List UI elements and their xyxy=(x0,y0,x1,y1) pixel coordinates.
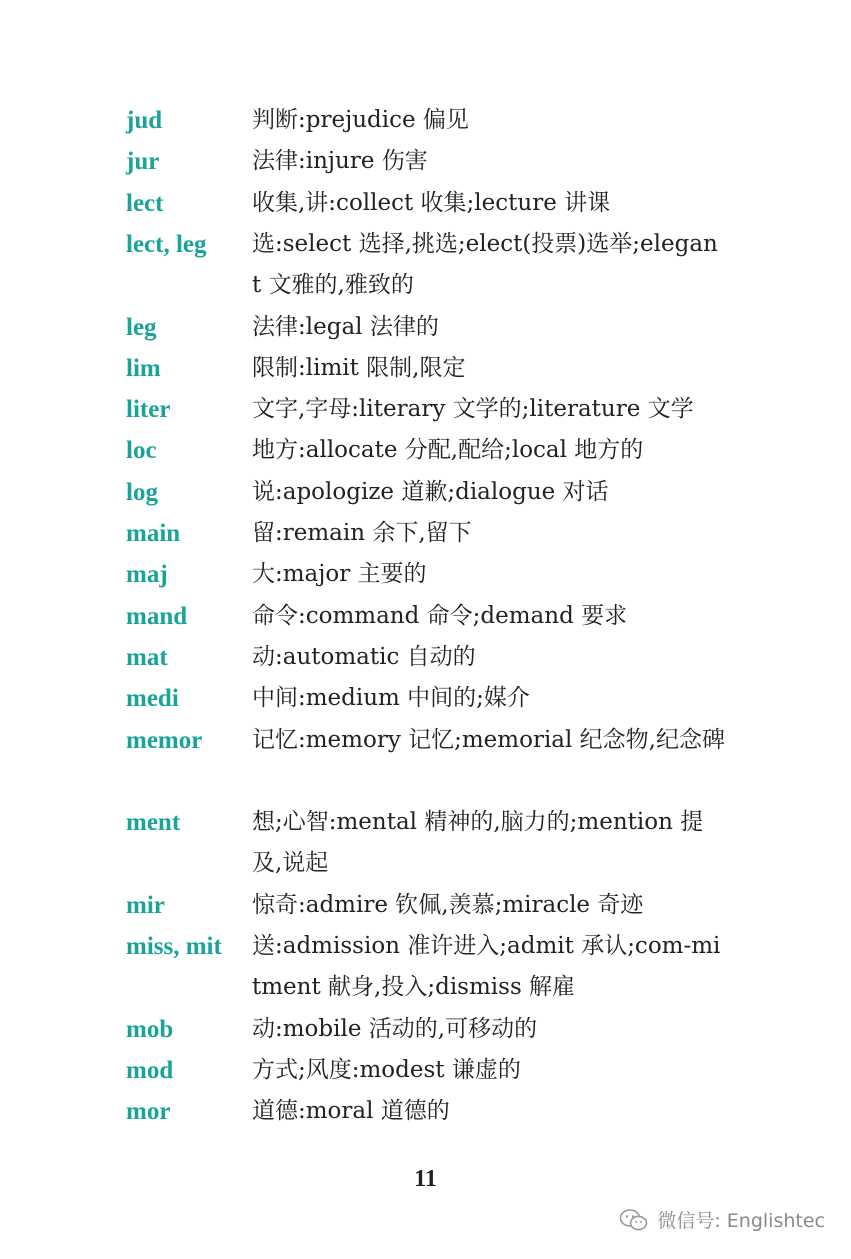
root-word: medi xyxy=(126,685,179,713)
definition: 道德:moral 道德的 xyxy=(252,1098,450,1125)
definition: 送:admission 准许进入;admit 承认;com-mitment 献身,投入;dismiss 解雇 xyxy=(252,933,721,1001)
root-word: lect, leg xyxy=(126,230,207,258)
definition: 判断:prejudice 偏见 xyxy=(252,107,469,133)
wechat-icon xyxy=(619,1208,649,1232)
definition: 选:select 选择,挑选;elect(投票)选举;elegant 文雅的,雅致的 xyxy=(252,230,718,299)
root-word: maj xyxy=(126,561,168,589)
root-word: memor xyxy=(126,726,203,754)
root-word: mor xyxy=(126,1098,171,1126)
root-word: mir xyxy=(126,891,165,919)
root-word: lim xyxy=(126,354,161,382)
definition: 中间:medium 中间的;媒介 xyxy=(252,685,530,712)
definition: 惊奇:admire 钦佩,羡慕;miracle 奇迹 xyxy=(252,891,644,918)
definition: 地方:allocate 分配,配给;local 地方的 xyxy=(252,437,644,464)
root-word: mob xyxy=(126,1015,174,1043)
definition: 想;心智:mental 精神的,脑力的;mention 提及,说起 xyxy=(252,809,704,877)
definition: 法律:legal 法律的 xyxy=(252,313,439,340)
root-word: mand xyxy=(126,602,188,630)
definition: 命令:command 命令;demand 要求 xyxy=(252,602,628,629)
page-number: 11 xyxy=(414,1166,437,1192)
definition: 收集,讲:collect 收集;lecture 讲课 xyxy=(252,189,611,216)
root-word: mod xyxy=(126,1056,174,1084)
definition: 动:mobile 活动的,可移动的 xyxy=(252,1015,538,1042)
definition: 方式;风度:modest 谦虚的 xyxy=(252,1056,521,1083)
definition: 动:automatic 自动的 xyxy=(252,643,476,670)
root-word: lect xyxy=(126,189,164,217)
watermark xyxy=(619,1206,825,1233)
definition: 说:apologize 道歉;dialogue 对话 xyxy=(252,478,609,505)
root-word: leg xyxy=(126,313,157,341)
definition: 记忆:memory 记忆;memorial 纪念物,纪念碑 xyxy=(252,726,725,753)
definition: 大:major 主要的 xyxy=(252,561,427,588)
root-word: main xyxy=(126,520,181,547)
root-word: liter xyxy=(126,396,171,424)
root-word: loc xyxy=(126,437,157,465)
root-word: jud xyxy=(126,107,163,134)
definition: 文字,字母:literary 文学的;literature 文学 xyxy=(252,396,694,423)
root-word: miss, mit xyxy=(126,933,222,960)
watermark-text: 微信号: Englishtec xyxy=(657,1210,825,1232)
root-word: jur xyxy=(126,148,160,176)
root-word: log xyxy=(126,478,158,506)
definition: 限制:limit 限制,限定 xyxy=(252,354,466,381)
root-word: ment xyxy=(126,809,181,837)
definition: 法律:injure 伤害 xyxy=(252,148,428,175)
definition: 留:remain 余下,留下 xyxy=(252,520,472,546)
root-word: mat xyxy=(126,643,168,671)
